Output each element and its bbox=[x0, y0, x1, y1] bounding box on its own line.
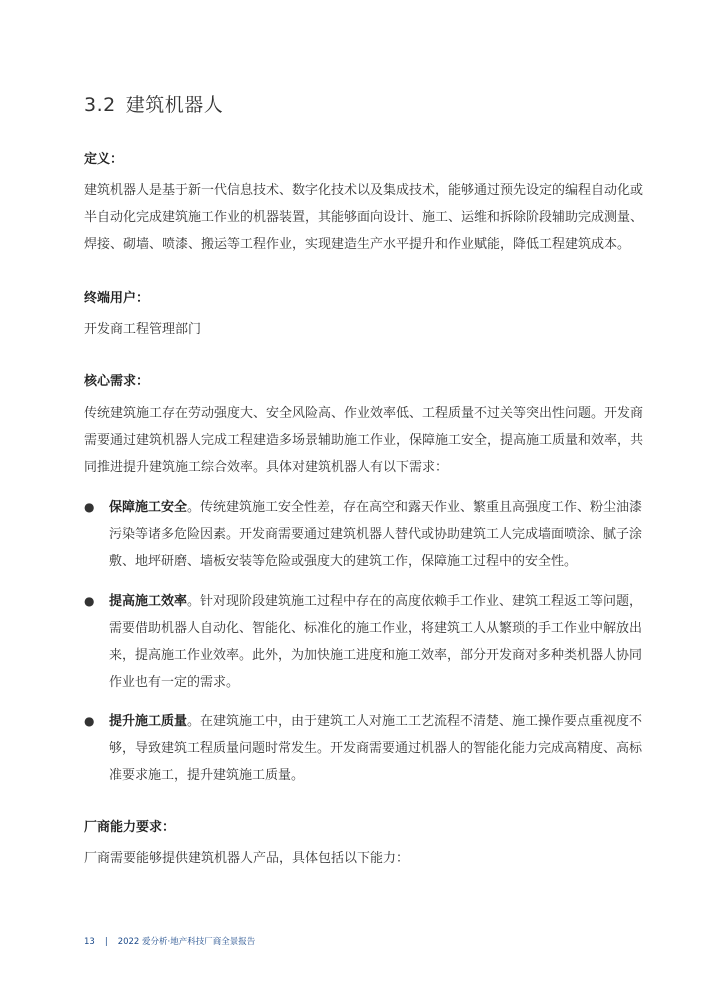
bullet-text: 污染等诸多危险因素。开发商需要通过建筑机器人替代或协助建筑工人完成墙面喷涂、腻子涂 bbox=[109, 527, 643, 542]
bullet-text: 需要借助机器人自动化、智能化、标准化的施工作业，将建筑工人从繁琐的手工作业中解放出 bbox=[109, 621, 643, 636]
bullet-text: 。针对现阶段建筑施工过程中存在的高度依赖手工作业、建筑工程返工等问题， bbox=[187, 594, 643, 609]
core-needs-label: 核心需求： bbox=[84, 374, 150, 389]
definition-label: 定义： bbox=[84, 152, 124, 167]
bullet-text: 敷、地坪研磨、墙板安装等危险或强度大的建筑工作，保障施工过程中的安全性。 bbox=[109, 554, 578, 569]
bullet-icon: ● bbox=[84, 594, 95, 608]
footer-report-title: 2022 爱分析·地产科技厂商全景报告 bbox=[117, 937, 256, 947]
section-heading bbox=[84, 90, 223, 117]
core-needs-line: 同推进提升建筑施工综合效率。具体对建筑机器人有以下需求： bbox=[84, 460, 449, 475]
bullet-icon: ● bbox=[84, 500, 95, 514]
footer-divider: | bbox=[104, 937, 108, 947]
bullet-text: 作业也有一定的需求。 bbox=[109, 675, 240, 690]
section-number: 3.2 bbox=[84, 94, 116, 116]
bullet-text: 。传统建筑施工安全性差，存在高空和露天作业、繁重且高强度工作、粉尘油漆 bbox=[187, 500, 643, 515]
end-user-value: 开发商工程管理部门 bbox=[84, 322, 202, 337]
bullet-text: 。在建筑施工中，由于建筑工人对施工工艺流程不清楚、施工操作要点重视度不 bbox=[187, 714, 643, 729]
page-number: 13 bbox=[84, 937, 95, 947]
vendor-requirements-line: 厂商需要能够提供建筑机器人产品，具体包括以下能力： bbox=[84, 851, 410, 866]
end-user-label: 终端用户： bbox=[84, 291, 150, 306]
definition-line: 焊接、砌墙、喷漆、搬运等工程作业，实现建造生产水平提升和作业赋能，降低工程建筑成本。 bbox=[84, 237, 631, 252]
end-user-text bbox=[84, 316, 632, 343]
bullet-title: 保障施工安全 bbox=[109, 500, 188, 515]
core-needs-line: 传统建筑施工存在劳动强度大、安全风险高、作业效率低、工程质量不过关等突出性问题。开发商 bbox=[84, 406, 644, 421]
bullet-title: 提高施工效率 bbox=[109, 594, 188, 609]
definition-line: 半自动化完成建筑施工作业的机器装置，其能够面向设计、施工、运维和拆除阶段辅助完成测量、 bbox=[84, 210, 644, 225]
bullet-text: 来，提高施工作业效率。此外，为加快施工进度和施工效率，部分开发商对多种类机器人协同 bbox=[109, 648, 643, 663]
vendor-requirements-text bbox=[84, 845, 632, 872]
bullet-text: 够，导致建筑工程质量问题时常发生。开发商需要通过机器人的智能化能力完成高精度、高标 bbox=[109, 741, 643, 756]
bullet-title: 提升施工质量 bbox=[109, 714, 188, 729]
section-title: 建筑机器人 bbox=[125, 94, 224, 116]
bullet-icon: ● bbox=[84, 714, 95, 728]
vendor-requirements-label: 厂商能力要求： bbox=[84, 820, 176, 835]
core-needs-paragraph bbox=[84, 400, 644, 481]
core-needs-line: 需要通过建筑机器人完成工程建造多场景辅助施工作业，保障施工安全，提高施工质量和效率，共 bbox=[84, 433, 644, 448]
bullet-text: 准要求施工，提升建筑施工质量。 bbox=[109, 768, 305, 783]
page-footer bbox=[84, 935, 255, 947]
definition-line: 建筑机器人是基于新一代信息技术、数字化技术以及集成技术，能够通过预先设定的编程自动化或 bbox=[84, 183, 644, 198]
definition-paragraph bbox=[84, 177, 644, 258]
